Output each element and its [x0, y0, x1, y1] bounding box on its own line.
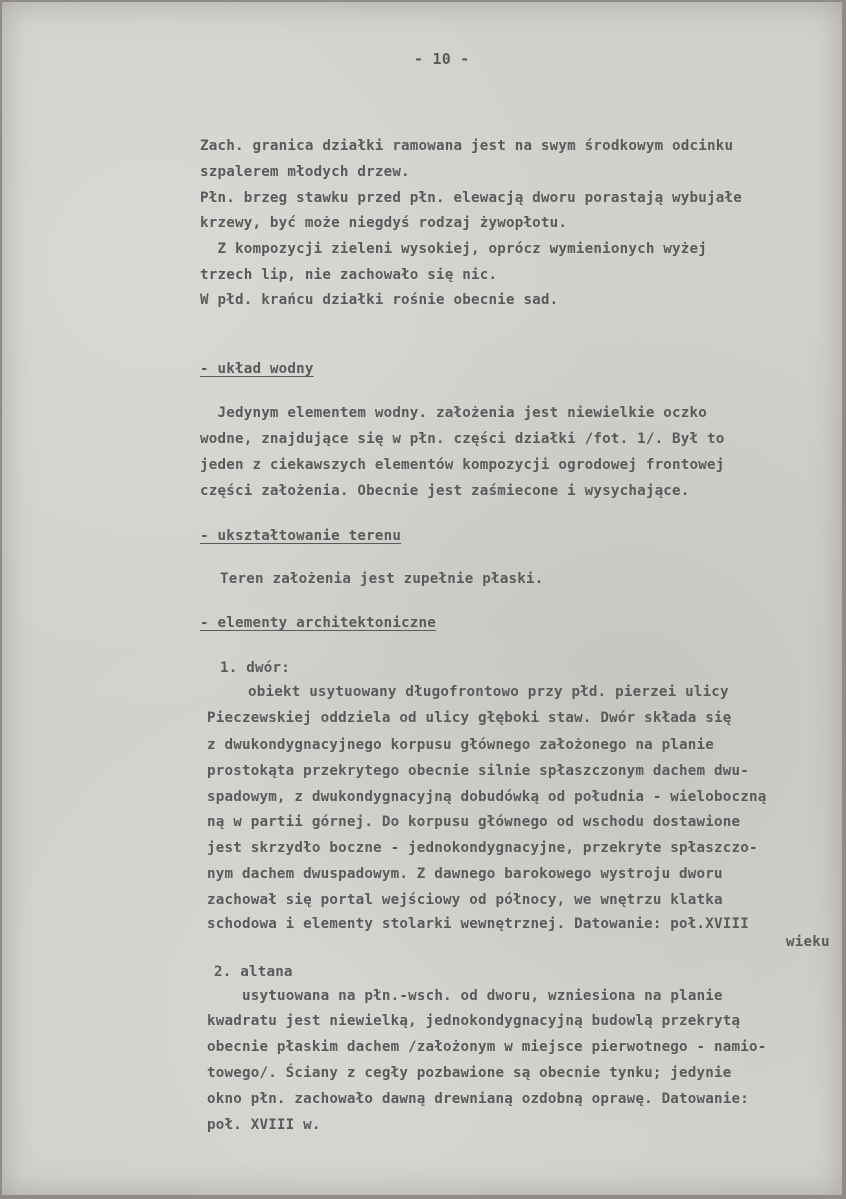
text-line: zachował się portal wejściowy od północy, we wnętrzu klatka — [207, 892, 723, 908]
text-line: trzech lip, nie zachowało się nic. — [200, 267, 498, 283]
text-line: wodne, znajdujące się w płn. części działki /fot. 1/. Był to — [200, 431, 725, 447]
text-line: krzewy, być może niegdyś rodzaj żywopłotu. — [200, 215, 568, 231]
text-line: kwadratu jest niewielką, jednokondygnacyjną budowlą przekrytą — [207, 1013, 741, 1029]
text-line: Płn. brzeg stawku przed płn. elewacją dworu porastają wybujałe — [200, 190, 742, 206]
item-title: 2. altana — [214, 964, 293, 980]
text-line: Teren założenia jest zupełnie płaski. — [220, 571, 544, 587]
item-title: 1. dwór: — [220, 660, 290, 676]
text-line: prostokąta przekrytego obecnie silnie spłaszczonym dachem dwu- — [207, 763, 749, 779]
text-line: jest skrzydło boczne - jednokondygnacyjne, przekryte spłaszczo- — [207, 840, 758, 856]
text-line: schodowa i elementy stolarki wewnętrznej. Datowanie: poł.XVIII — [207, 916, 749, 932]
text-line: z dwukondygnacyjnego korpusu głównego założonego na planie — [207, 737, 715, 753]
document-page — [2, 2, 842, 1195]
text-line: szpalerem młodych drzew. — [200, 164, 410, 180]
text-line: spadowym, z dwukondygnacyjną dobudówką od południa - wieloboczną — [207, 789, 767, 805]
text-line: nym dachem dwuspadowym. Z dawnego barokowego wystroju dworu — [207, 866, 723, 882]
text-line: wieku — [786, 934, 830, 950]
text-line: Jedynym elementem wodny. założenia jest niewielkie oczko — [200, 405, 708, 421]
section-heading-architecture: - elementy architektoniczne — [200, 615, 437, 631]
text-line: obiekt usytuowany długofrontowo przy płd. pierzei ulicy — [248, 684, 729, 700]
text-line: obecnie płaskim dachem /założonym w miejsce pierwotnego - namio- — [207, 1039, 767, 1055]
text-line: części założenia. Obecnie jest zaśmiecone i wysychające. — [200, 483, 690, 499]
text-line: Z kompozycji zieleni wysokiej, oprócz wymienionych wyżej — [200, 241, 708, 257]
text-line: okno płn. zachowało dawną drewnianą ozdobną oprawę. Datowanie: — [207, 1091, 749, 1107]
section-heading-water: - układ wodny — [200, 361, 314, 377]
text-line: usytuowana na płn.-wsch. od dworu, wzniesiona na planie — [242, 988, 723, 1004]
text-line: Pieczewskiej oddziela od ulicy głęboki staw. Dwór składa się — [207, 710, 732, 726]
text-line: W płd. krańcu działki rośnie obecnie sad. — [200, 292, 559, 308]
section-heading-terrain: - ukształtowanie terenu — [200, 528, 402, 544]
text-line: Zach. granica działki ramowana jest na swym środkowym odcinku — [200, 138, 734, 154]
text-line: jeden z ciekawszych elementów kompozycji ogrodowej frontowej — [200, 457, 725, 473]
text-line: towego/. Ściany z cegły pozbawione są obecnie tynku; jedynie — [207, 1065, 732, 1081]
text-line: ną w partii górnej. Do korpusu głównego od wschodu dostawione — [207, 814, 741, 830]
page-number: - 10 - — [414, 50, 470, 68]
text-line: poł. XVIII w. — [207, 1117, 321, 1133]
